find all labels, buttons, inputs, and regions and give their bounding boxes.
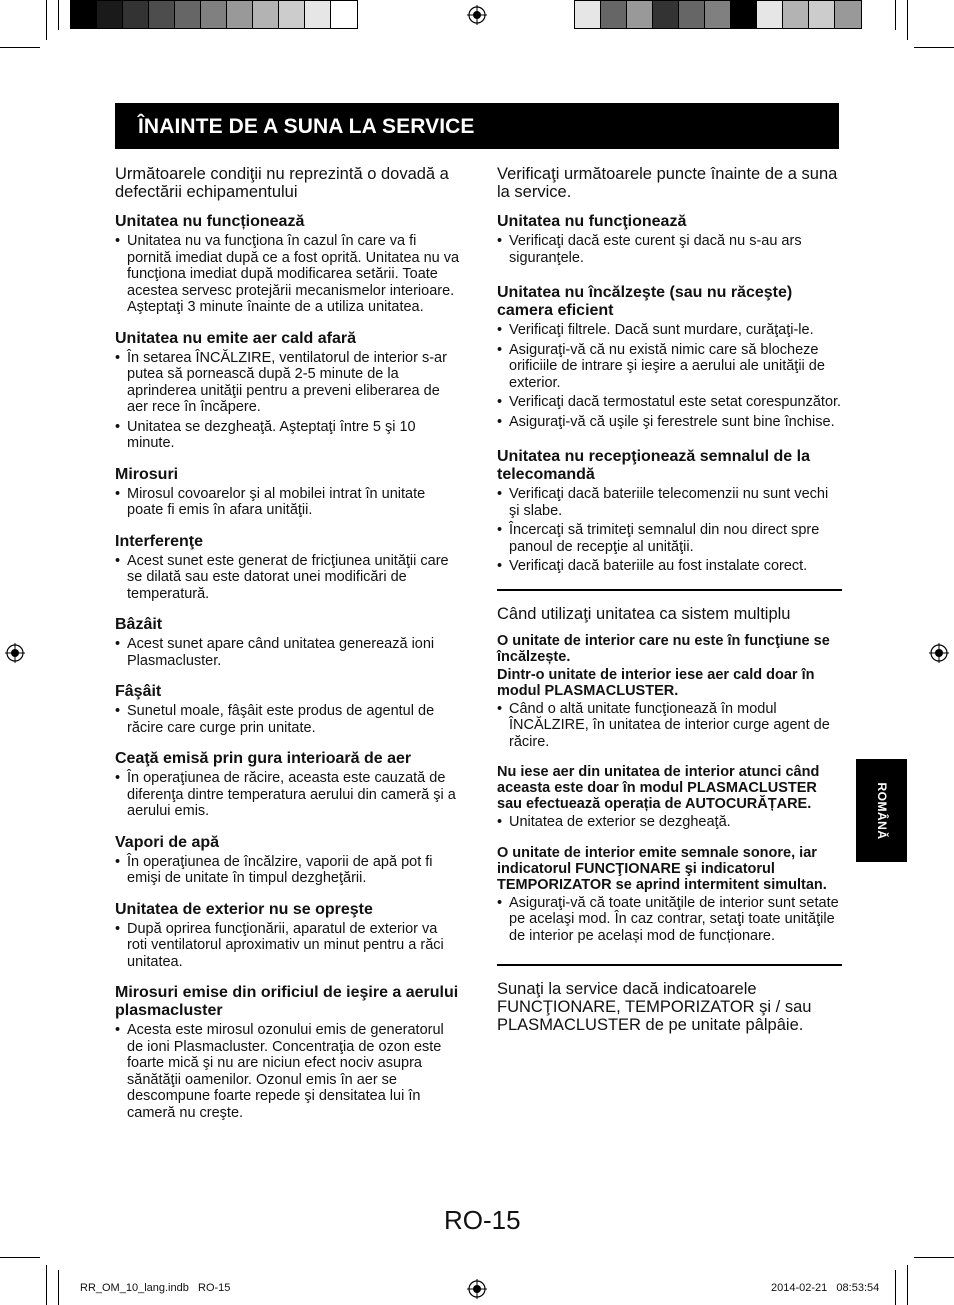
color-swatch [201, 1, 227, 28]
divider [497, 589, 842, 591]
bullet-list [497, 814, 842, 831]
section-heading: Mirosuri [115, 465, 179, 483]
color-swatch [175, 1, 201, 28]
registration-mark-icon [467, 1279, 487, 1299]
crop-mark [914, 1257, 954, 1258]
bullet-list [115, 486, 460, 519]
bullet-item: • Asiguraţi-vă că toate unităţile de interior sunt setate pe acelaşi mod. În caz contrar, setaţi toate unităţile de interior pe același mod de funcționare. [497, 895, 842, 945]
color-swatch [757, 1, 783, 28]
bullet-item: • Unitatea nu va funcţiona în cazul în care va fi pornită imediat după ce a fost oprită. Unitatea nu va funcţiona imediat după modificarea setării. Toate acestea servesc protejării mecanismelor interioare. Aşteptaţi 3 minute înainte de a utiliza unitatea. [115, 233, 460, 316]
color-swatch [627, 1, 653, 28]
color-bar-right [574, 0, 862, 29]
page-number: RO-15 [444, 1205, 521, 1235]
bullet-list [497, 486, 842, 575]
bullet-item: • În setarea ÎNCĂLZIRE, ventilatorul de interior s-ar putea să pornească după 2-5 minute de la aprinderea unităţii pentru a preveni eliberarea de aer rece în încăpere. [115, 350, 460, 416]
section-heading: Unitatea nu recepţionează semnalul de la telecomandă [497, 448, 810, 483]
crop-mark [46, 0, 47, 40]
color-swatch [97, 1, 123, 28]
section-heading: Unitatea nu funcţionează [497, 213, 687, 230]
bullet-item: • Verificaţi dacă bateriile au fost instalate corect. [497, 558, 842, 575]
bullet-item: • Asiguraţi-vă că nu există nimic care să blocheze orificiile de intrare şi ieşire a aerului ale unităţii de exterior. [497, 342, 842, 392]
bullet-item: • Acest sunet apare când unitatea generează ioni Plasmacluster. [115, 636, 460, 669]
bullet-list [115, 636, 460, 669]
divider [497, 964, 842, 966]
right-column [497, 165, 842, 1034]
color-swatch [653, 1, 679, 28]
crop-mark [58, 1270, 59, 1305]
crop-mark [58, 0, 59, 30]
color-swatch [731, 1, 757, 28]
color-swatch [253, 1, 279, 28]
bullet-item: • Acesta este mirosul ozonului emis de generatorul de ioni Plasmacluster. Concentraţia de ozon este foarte mică şi nu are niciun efect nociv asupra sănătăţii oamenilor. Ozonul emis în aer se descompune foarte repede şi densitatea lui în cameră nu creşte. [115, 1022, 460, 1121]
multi-heading: Dintr-o unitate de interior iese aer cald doar în modul PLASMACLUSTER. [497, 666, 815, 699]
multi-heading: Nu iese aer din unitatea de interior atunci când aceasta este doar în modul PLASMACLUSTER sau efectuează operația de AUTOCURĂȚARE. [497, 764, 820, 812]
crop-mark [907, 1265, 908, 1305]
color-swatch [835, 1, 861, 28]
left-intro: Următoarele condiţii nu reprezintă o dovadă a defectării echipamentului [115, 165, 449, 201]
bullet-item: • După oprirea funcţionării, aparatul de exterior va roti ventilatorul aproximativ un minut pentru a răci unitatea. [115, 921, 460, 971]
crop-mark [0, 47, 40, 48]
section-heading: Unitatea nu încălzeşte (sau nu răceşte) camera eficient [497, 284, 793, 319]
section-header [115, 103, 839, 149]
multi-heading: O unitate de interior emite semnale sonore, iar indicatorul FUNCŢIONARE şi indicatorul TEMPORIZATOR se aprind intermitent simultan. [497, 844, 827, 893]
bullet-list [115, 350, 460, 452]
bullet-item: • Când o altă unitate funcţionează în modul ÎNCĂLZIRE, în unitatea de interior curge agent de răcire. [497, 701, 842, 751]
multi-system-groups [497, 633, 842, 945]
bullet-list [115, 770, 460, 820]
bullet-list [497, 322, 842, 430]
color-swatch [809, 1, 835, 28]
multi-heading: O unitate de interior care nu este în funcţiune se încălzește. [497, 632, 830, 665]
crop-mark [895, 0, 896, 30]
section-heading: Vapori de apă [115, 833, 220, 851]
closing-note: Sunaţi la service dacă indicatoarele FUNCŢIONARE, TEMPORIZATOR şi / sau PLASMACLUSTER de pe unitate pâlpâie. [497, 980, 812, 1034]
bullet-item: • Unitatea de exterior se dezgheaţă. [497, 814, 842, 831]
color-swatch [279, 1, 305, 28]
bullet-item: • Acest sunet este generat de fricţiunea unităţii care se dilată sau este datorat unei modificări de temperatură. [115, 553, 460, 603]
bullet-list [115, 1022, 460, 1121]
section-heading: Unitatea de exterior nu se opreşte [115, 900, 373, 918]
bullet-item: • Sunetul moale, fâşâit este produs de agentul de răcire care curge prin unitate. [115, 703, 460, 736]
bullet-item: • În operaţiunea de încălzire, vaporii de apă pot fi emişi de unitate în timpul dezgheţării. [115, 854, 460, 887]
color-swatch [601, 1, 627, 28]
section-heading: Mirosuri emise din orificiul de ieşire a aerului plasmacluster [115, 984, 459, 1019]
footer-file-info: RR_OM_10_lang.indb RO-15 [80, 1282, 231, 1294]
bullet-list [115, 703, 460, 736]
left-column [115, 165, 460, 1124]
bullet-list [115, 921, 460, 971]
bullet-item: • Verificaţi dacă este curent şi dacă nu s-au ars siguranţele. [497, 233, 842, 266]
color-swatch [331, 1, 357, 28]
registration-mark-icon [467, 5, 487, 25]
footer-timestamp: 2014-02-21 08:53:54 [771, 1282, 880, 1294]
section-heading: Unitatea nu funcționează [115, 213, 305, 230]
bullet-list [115, 233, 460, 316]
bullet-item: • Verificaţi filtrele. Dacă sunt murdare, curăţaţi-le. [497, 322, 842, 339]
right-intro: Verificaţi următoarele puncte înainte de a suna la service. [497, 165, 838, 201]
crop-mark [914, 47, 954, 48]
bullet-list [115, 854, 460, 887]
color-swatch [227, 1, 253, 28]
bullet-item: • În operaţiunea de răcire, aceasta este cauzată de diferenţa dintre temperatura aerului din cameră şi a aerului emis. [115, 770, 460, 820]
color-swatch [705, 1, 731, 28]
color-swatch [679, 1, 705, 28]
section-heading: Ceaţă emisă prin gura interioară de aer [115, 750, 412, 767]
crop-mark [46, 1265, 47, 1305]
bullet-list [497, 701, 842, 751]
crop-mark [895, 1270, 896, 1305]
multi-system-intro: Când utilizaţi unitatea ca sistem multiplu [497, 604, 791, 623]
bullet-item: • Verificaţi dacă termostatul este setat corespunzător. [497, 394, 842, 411]
bullet-list [497, 895, 842, 945]
bullet-item: • Asiguraţi-vă că uşile şi ferestrele sunt bine închise. [497, 414, 842, 431]
color-bar-left [70, 0, 358, 29]
color-swatch [71, 1, 97, 28]
crop-mark [907, 0, 908, 40]
crop-mark [0, 1257, 40, 1258]
color-swatch [149, 1, 175, 28]
right-sections [497, 213, 842, 575]
color-swatch [305, 1, 331, 28]
bullet-item: • Verificaţi dacă bateriile telecomenzii nu sunt vechi şi slabe. [497, 486, 842, 519]
bullet-item: • Mirosul covoarelor şi al mobilei intrat în unitate poate fi emis în afara unităţii. [115, 486, 460, 519]
section-title: ÎNAINTE DE A SUNA LA SERVICE [138, 115, 475, 138]
bullet-item: • Unitatea se dezgheaţă. Aşteptaţi între 5 şi 10 minute. [115, 419, 460, 452]
language-tab [856, 759, 907, 862]
bullet-list [115, 553, 460, 603]
language-tab-label: ROMÂNĂ [874, 782, 889, 839]
bullet-item: • Încercaţi să trimiteţi semnalul din nou direct spre panoul de recepţie al unităţii. [497, 522, 842, 555]
section-heading: Interferenţe [115, 532, 204, 550]
registration-mark-icon [5, 643, 25, 663]
color-swatch [123, 1, 149, 28]
bullet-list [497, 233, 842, 266]
color-swatch [783, 1, 809, 28]
section-heading: Bâzâit [115, 616, 163, 633]
section-heading: Fâşâit [115, 683, 162, 700]
color-swatch [575, 1, 601, 28]
registration-mark-icon [929, 643, 949, 663]
section-heading: Unitatea nu emite aer cald afară [115, 329, 356, 347]
